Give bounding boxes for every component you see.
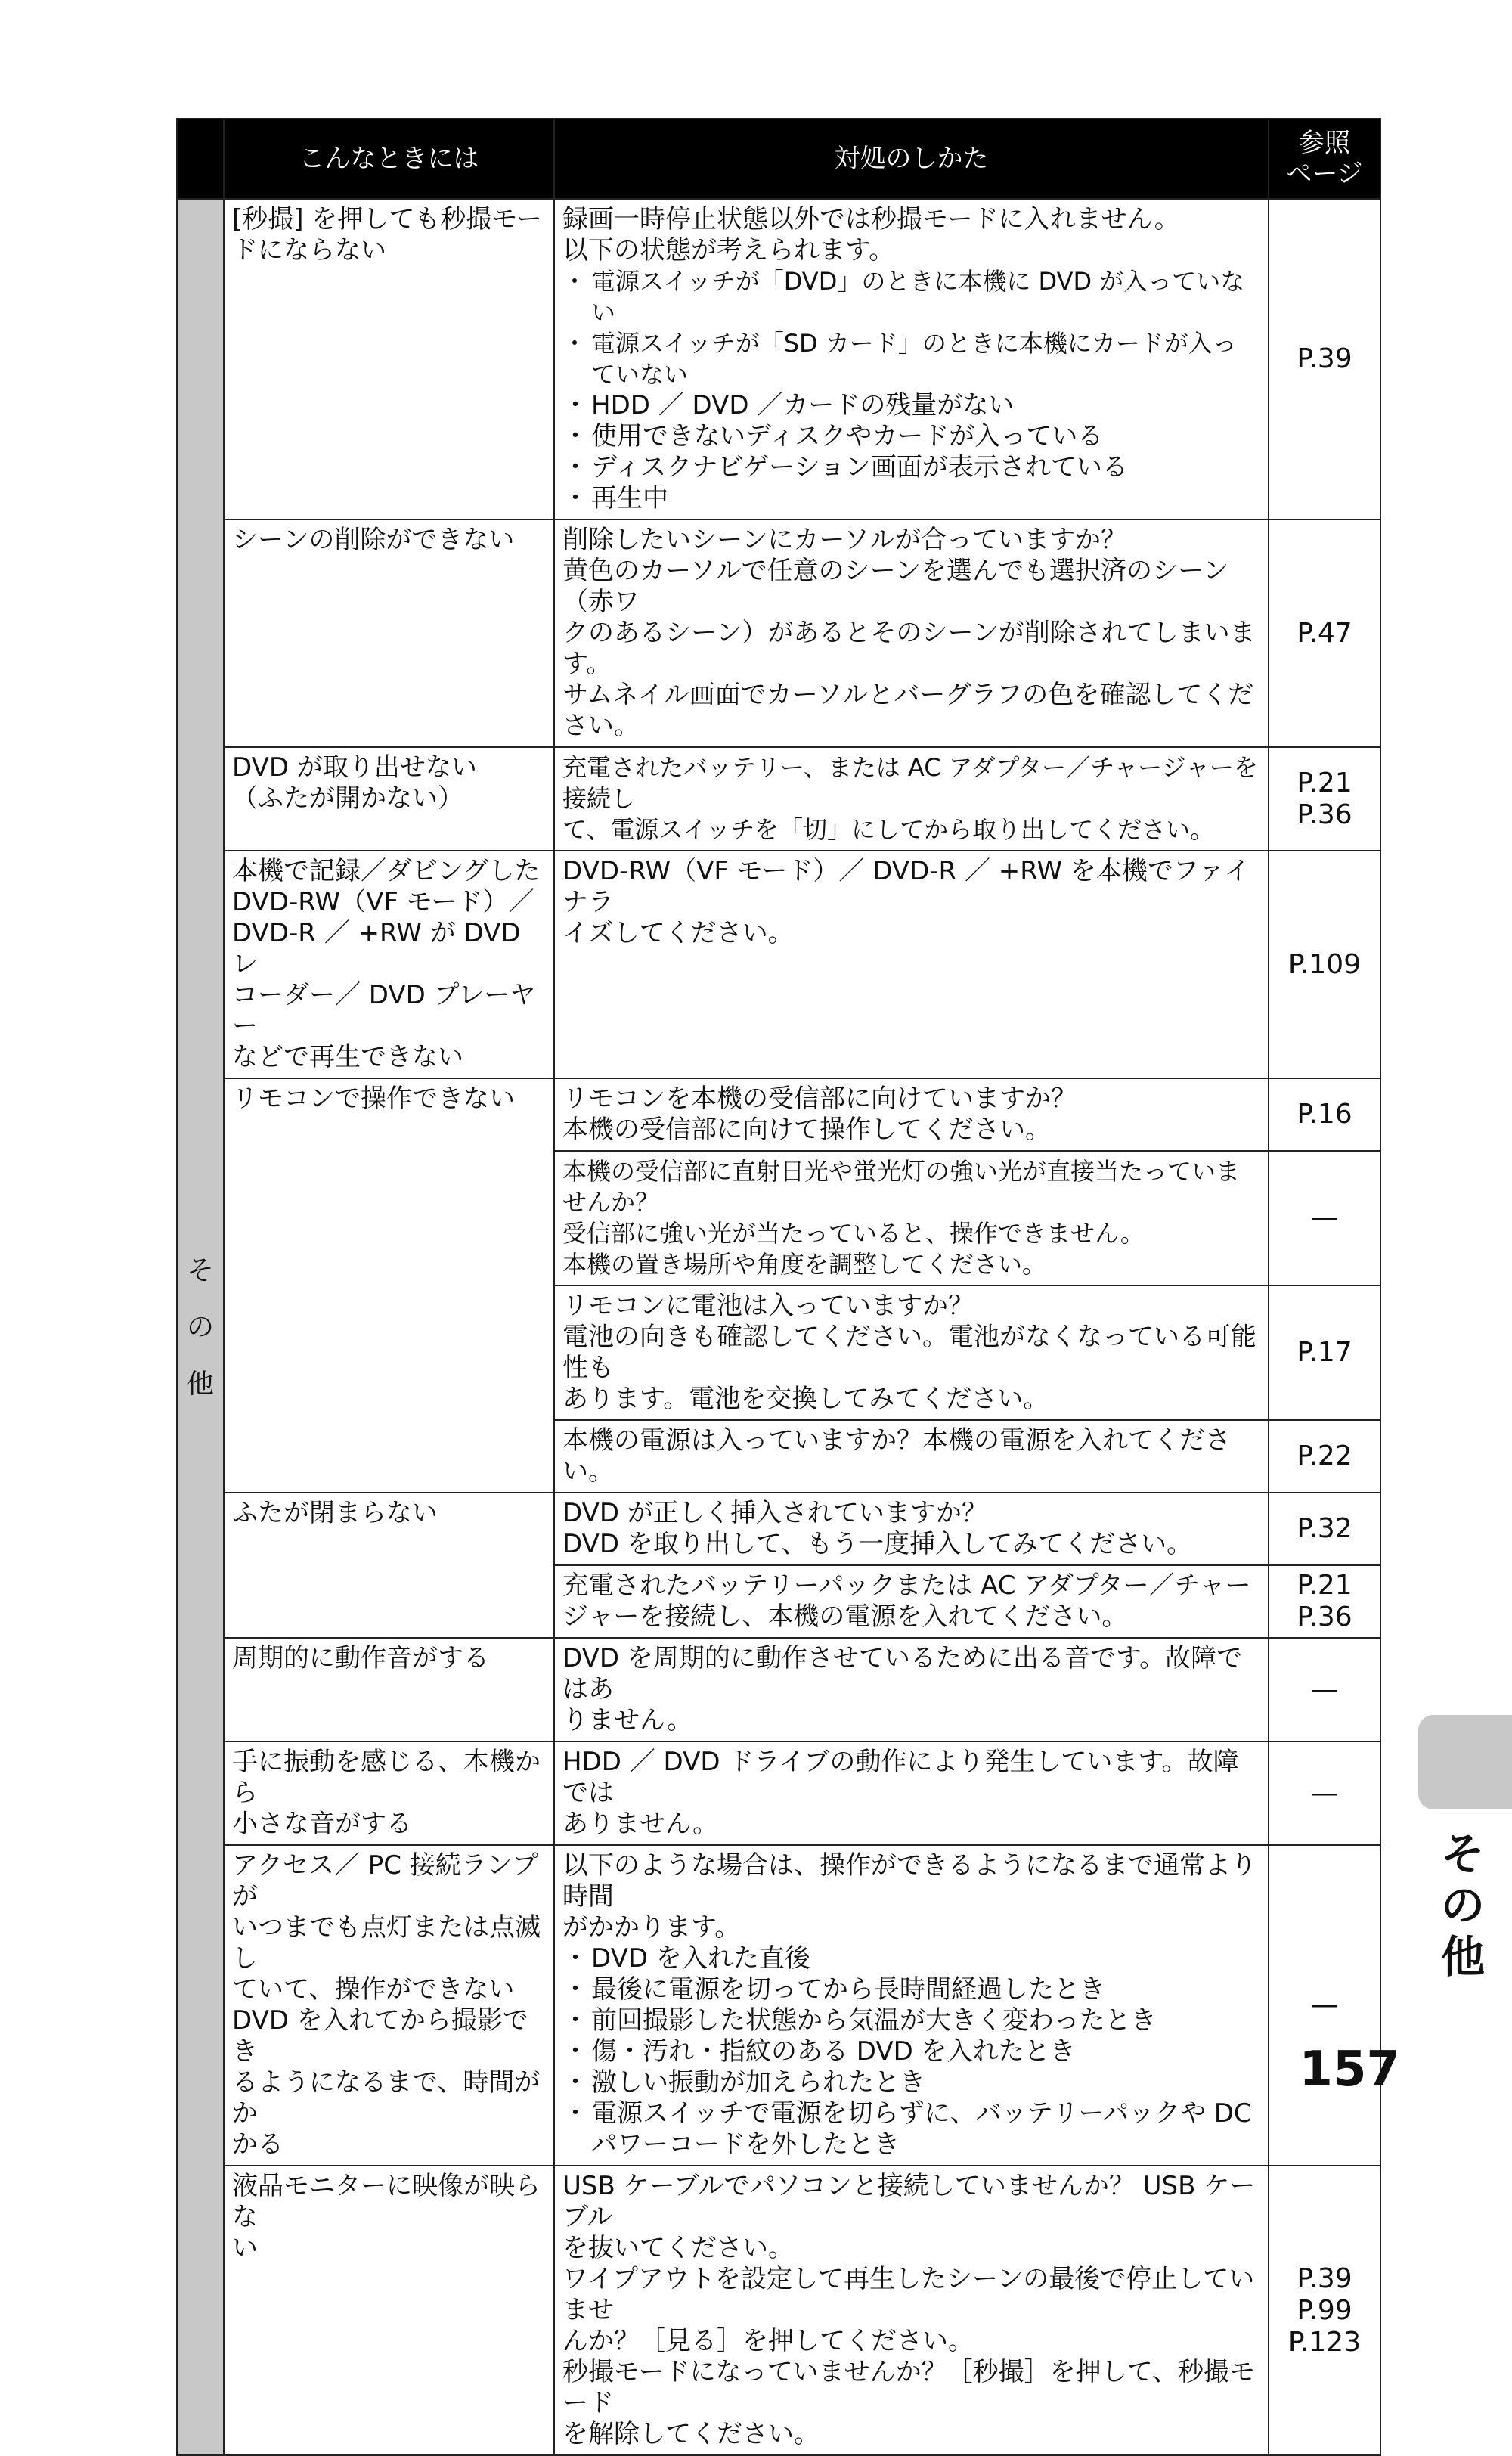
bullet-item: ・ 再生中 xyxy=(562,483,1260,514)
action-cell: DVD-RW（VF モード）／ DVD-R ／ +RW を本機でファイナラ イズしてください。 xyxy=(554,851,1269,1078)
bullet-item: ・ 電源スイッチが「DVD」のときに本機に DVD が入っていない xyxy=(562,266,1260,328)
section-tab xyxy=(1418,1715,1512,1809)
action-cell: 充電されたバッテリーパックまたは AC アダプター／チャー ジャーを接続し、本機の電源を入れてください。 xyxy=(554,1565,1269,1638)
ref-cell: P.21 P.36 xyxy=(1269,1565,1380,1638)
action-cell: 本機の受信部に直射日光や蛍光灯の強い光が直接当たっていませんか？ 受信部に強い光が当たっていると、操作できません。 本機の置き場所や角度を調整してください。 xyxy=(554,1151,1269,1285)
table-row xyxy=(177,2166,1380,2455)
page-number: 157 xyxy=(1299,2042,1400,2098)
case-cell: 周期的に動作音がする xyxy=(224,1638,554,1741)
section-title-char: そ xyxy=(1440,1828,1485,1880)
header-case: こんなときには xyxy=(224,119,554,199)
case-cell: 液晶モニターに映像が映らな い xyxy=(224,2166,554,2455)
table-row xyxy=(177,1078,1380,1151)
action-cell: DVD を周期的に動作させているために出る音です。故障ではあ りません。 xyxy=(554,1638,1269,1741)
case-cell: ふたが閉まらない xyxy=(224,1493,554,1638)
table-row xyxy=(177,1845,1380,2166)
table-row xyxy=(177,519,1380,747)
bullet-item: ・ 電源スイッチで電源を切らずに、バッテリーパックや DC パワーコードを外したとき xyxy=(562,2098,1260,2160)
header-side-cell xyxy=(177,119,224,199)
header-ref-line2: ページ xyxy=(1286,159,1363,189)
case-cell: アクセス／ PC 接続ランプが いつまでも点灯または点滅し ていて、操作ができない DVD を入れてから撮影でき るようになるまで、時間がか かる xyxy=(224,1845,554,2166)
action-cell: リモコンに電池は入っていますか？ 電池の向きも確認してください。電池がなくなっている可能性も あります。電池を交換してみてください。 xyxy=(554,1285,1269,1420)
ref-cell: — xyxy=(1269,1638,1380,1741)
action-cell: HDD ／ DVD ドライブの動作により発生しています。故障では ありません。 xyxy=(554,1741,1269,1845)
action-cell: 充電されたバッテリー、または AC アダプター／チャージャーを接続し て、電源スイッチを「切」にしてから取り出してください。 xyxy=(554,747,1269,851)
table-row xyxy=(177,1741,1380,1845)
case-cell: シーンの削除ができない xyxy=(224,519,554,747)
bullet-item: ・ 激しい振動が加えられたとき xyxy=(562,2067,1260,2098)
case-cell: 手に振動を感じる、本機から 小さな音がする xyxy=(224,1741,554,1845)
bullet-item: ・ ディスクナビゲーション画面が表示されている xyxy=(562,452,1260,483)
ref-cell: P.39 xyxy=(1269,199,1380,519)
ref-cell: P.32 xyxy=(1269,1493,1380,1565)
ref-cell: P.22 xyxy=(1269,1420,1380,1493)
header-ref-line1: 参照 xyxy=(1299,128,1350,158)
case-cell: [秒撮] を押しても秒撮モー ドにならない xyxy=(224,199,554,519)
action-cell: 本機の電源は入っていますか？本機の電源を入れてください。 xyxy=(554,1420,1269,1493)
ref-cell: — xyxy=(1269,1151,1380,1285)
ref-cell: P.21 P.36 xyxy=(1269,747,1380,851)
section-title-char: 他 xyxy=(1440,1931,1485,1983)
bullet-item: ・ 電源スイッチが「SD カード」のときに本機にカードが入っていない xyxy=(562,328,1260,390)
case-cell: リモコンで操作できない xyxy=(224,1078,554,1493)
table-row xyxy=(177,747,1380,851)
bullet-item: ・ 最後に電源を切ってから長時間経過したとき xyxy=(562,1974,1260,2005)
side-char: そ xyxy=(186,1254,214,1286)
ref-cell: P.47 xyxy=(1269,519,1380,747)
action-cell: DVD が正しく挿入されていますか？ DVD を取り出して、もう一度挿入してみてください。 xyxy=(554,1493,1269,1565)
ref-cell: — xyxy=(1269,1845,1380,2166)
side-char: の xyxy=(186,1311,214,1343)
action-cell: 削除したいシーンにカーソルが合っていますか？ 黄色のカーソルで任意のシーンを選んでも選択済のシーン（赤ワ クのあるシーン）があるとそのシーンが削除されてしまいます。 サムネイル画面でカーソルとバーグラフの色を確認してください。 xyxy=(554,519,1269,747)
action-cell: USB ケーブルでパソコンと接続していませんか？ USB ケーブル を抜いてください。 ワイプアウトを設定して再生したシーンの最後で停止していませ んか？［見る］を押してください。 秒撮モードになっていませんか？［秒撮］を押して、秒撮モード を解除してください。 xyxy=(554,2166,1269,2455)
table-row xyxy=(177,199,1380,519)
table-row xyxy=(177,1493,1380,1565)
bullet-item: ・ DVD を入れた直後 xyxy=(562,1943,1260,1974)
bullet-item: ・ 傷・汚れ・指紋のある DVD を入れたとき xyxy=(562,2036,1260,2067)
side-char: 他 xyxy=(186,1368,214,1400)
case-cell: 本機で記録／ダビングした DVD-RW（VF モード）／ DVD-R ／ +RW が DVD レ コーダー／ DVD プレーヤー などで再生できない xyxy=(224,851,554,1078)
action-cell: 以下のような場合は、操作ができるようになるまで通常より時間 がかかります。 ・ DVD を入れた直後 ・ 最後に電源を切ってから長時間経過したとき ・ 前回撮影した状態から気温が大きく変わったとき ・ 傷・汚れ・指紋のある DVD を入れたとき ・ 激しい振動が加えられたとき ・ 電源スイッチで電源を切らずに、バッテリーパックや DC パワーコードを外したとき xyxy=(554,1845,1269,2166)
ref-cell: P.39 P.99 P.123 xyxy=(1269,2166,1380,2455)
action-cell: リモコンを本機の受信部に向けていますか？ 本機の受信部に向けて操作してください。 xyxy=(554,1078,1269,1151)
section-title-char: の xyxy=(1440,1880,1485,1931)
table-row xyxy=(177,1638,1380,1741)
table-row xyxy=(177,851,1380,1078)
ref-cell: P.109 xyxy=(1269,851,1380,1078)
side-category xyxy=(177,199,224,2455)
bullet-item: ・ 前回撮影した状態から気温が大きく変わったとき xyxy=(562,2005,1260,2036)
header-ref xyxy=(1269,119,1380,199)
troubleshooting-table xyxy=(176,118,1381,2456)
section-title xyxy=(1421,1830,1504,1981)
ref-cell: P.16 xyxy=(1269,1078,1380,1151)
table-header xyxy=(177,119,1380,199)
action-cell: 録画一時停止状態以外では秒撮モードに入れません。 以下の状態が考えられます。 ・ 電源スイッチが「DVD」のときに本機に DVD が入っていない ・ 電源スイッチが「SD カード」のときに本機にカードが入っていない ・ HDD ／ DVD ／カードの残量がない ・ 使用できないディスクやカードが入っている ・ ディスクナビゲーション画面が表示されている ・ 再生中 xyxy=(554,199,1269,519)
bullet-item: ・ 使用できないディスクやカードが入っている xyxy=(562,421,1260,452)
header-action: 対処のしかた xyxy=(554,119,1269,199)
ref-cell: — xyxy=(1269,1741,1380,1845)
bullet-item: ・ HDD ／ DVD ／カードの残量がない xyxy=(562,390,1260,421)
ref-cell: P.17 xyxy=(1269,1285,1380,1420)
case-cell: DVD が取り出せない （ふたが開かない） xyxy=(224,747,554,851)
